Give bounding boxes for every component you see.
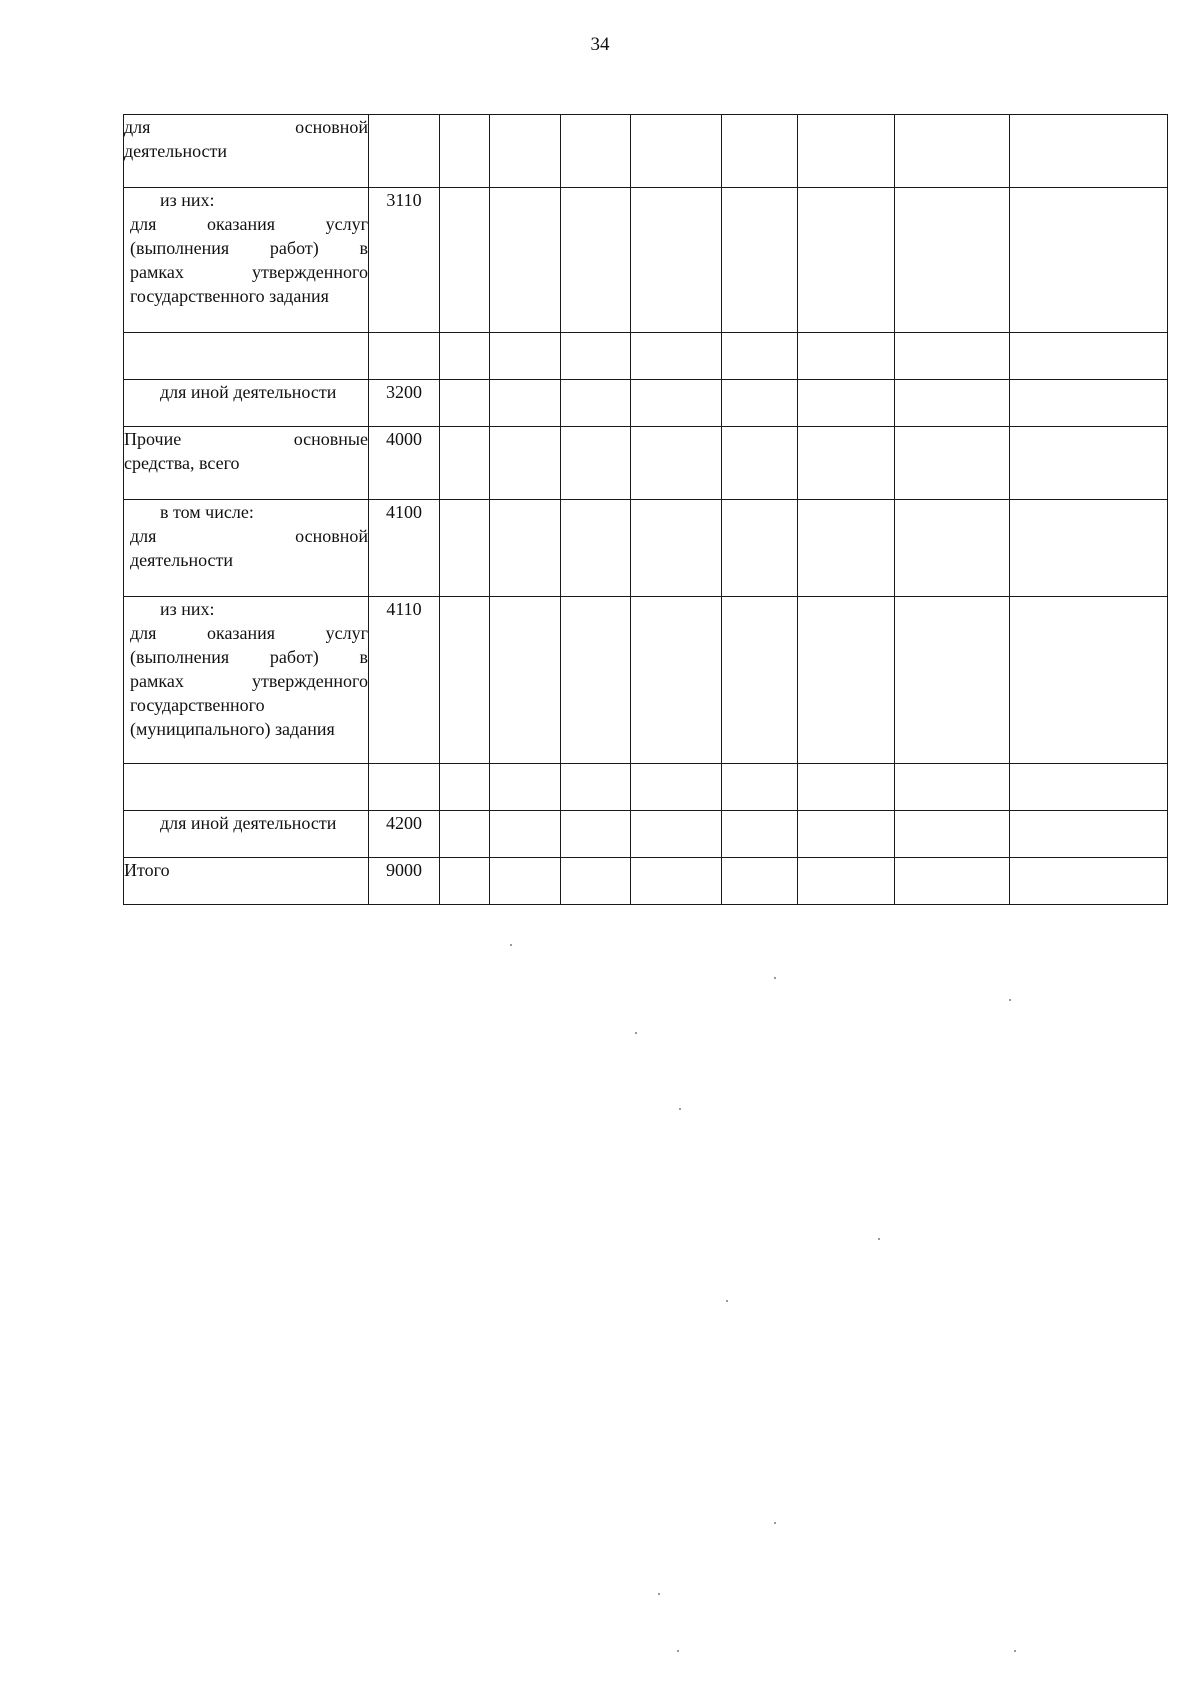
empty-value-cell (561, 380, 631, 427)
row-label-line (124, 115, 368, 139)
empty-value-cell (798, 858, 895, 905)
row-label-word: (выполнения (130, 647, 230, 667)
empty-value-cell (440, 115, 490, 188)
row-label (124, 380, 369, 427)
empty-value-cell (631, 115, 722, 188)
empty-value-cell (561, 811, 631, 858)
table-row (124, 858, 1168, 905)
table-row (124, 500, 1168, 597)
row-label-word: деятельности (124, 141, 228, 161)
row-label (124, 188, 369, 333)
row-code: 4200 (369, 811, 440, 858)
row-label-word: (муниципального) задания (130, 719, 335, 739)
row-label-line (130, 212, 368, 236)
row-label-word: в (359, 238, 368, 258)
empty-value-cell (722, 811, 798, 858)
row-label-line (160, 597, 368, 621)
row-code: 3200 (369, 380, 440, 427)
empty-value-cell (490, 764, 561, 811)
row-code (369, 764, 440, 811)
empty-value-cell (722, 858, 798, 905)
empty-value-cell (440, 427, 490, 500)
empty-value-cell (631, 500, 722, 597)
empty-value-cell (490, 500, 561, 597)
empty-value-cell (895, 500, 1010, 597)
empty-value-cell (631, 333, 722, 380)
scan-speck (679, 1108, 681, 1110)
empty-value-cell (631, 597, 722, 764)
empty-value-cell (490, 115, 561, 188)
empty-value-cell (1010, 115, 1168, 188)
empty-value-cell (895, 380, 1010, 427)
row-label (124, 764, 369, 811)
empty-value-cell (798, 115, 895, 188)
empty-value-cell (440, 500, 490, 597)
row-label-word: для (130, 623, 157, 643)
row-label-word: государственного (130, 695, 265, 715)
empty-value-cell (490, 858, 561, 905)
row-label-word: утвержденного (251, 671, 368, 691)
page-number: 34 (590, 34, 610, 55)
row-label (124, 427, 369, 500)
row-label-word: основной (295, 117, 368, 137)
scan-speck (774, 977, 776, 979)
table-row (124, 427, 1168, 500)
row-label-line (124, 858, 368, 882)
row-label-line (160, 188, 368, 212)
empty-value-cell (561, 188, 631, 333)
row-label-word: работ) (269, 647, 319, 667)
row-label-word: из них: (160, 599, 215, 619)
empty-value-cell (440, 764, 490, 811)
empty-value-cell (631, 811, 722, 858)
empty-value-cell (722, 380, 798, 427)
empty-value-cell (631, 380, 722, 427)
empty-value-cell (490, 333, 561, 380)
empty-value-cell (631, 188, 722, 333)
empty-value-cell (561, 115, 631, 188)
row-label-word: государственного задания (130, 286, 329, 306)
empty-value-cell (1010, 500, 1168, 597)
row-label-word: рамках (130, 671, 184, 691)
row-label-word: из них: (160, 190, 215, 210)
table-row (124, 115, 1168, 188)
empty-value-cell (490, 811, 561, 858)
row-code: 4100 (369, 500, 440, 597)
row-label-line (130, 669, 368, 693)
empty-value-cell (895, 811, 1010, 858)
row-label-word: оказания (206, 214, 276, 234)
empty-value-cell (798, 188, 895, 333)
empty-value-cell (722, 188, 798, 333)
table-row (124, 380, 1168, 427)
empty-value-cell (722, 427, 798, 500)
empty-value-cell (798, 500, 895, 597)
row-label (124, 597, 369, 764)
row-label (124, 500, 369, 597)
row-label-word: работ) (269, 238, 319, 258)
empty-value-cell (1010, 858, 1168, 905)
row-label-word: в (359, 647, 368, 667)
row-code (369, 115, 440, 188)
empty-value-cell (490, 188, 561, 333)
empty-value-cell (798, 811, 895, 858)
empty-value-cell (722, 115, 798, 188)
empty-value-cell (440, 380, 490, 427)
row-label-word: для (130, 214, 157, 234)
row-label-word: средства, всего (124, 453, 240, 473)
empty-value-cell (440, 333, 490, 380)
empty-value-cell (1010, 427, 1168, 500)
scan-speck (635, 1032, 637, 1034)
table-row (124, 597, 1168, 764)
row-label-word: деятельности (130, 550, 234, 570)
row-label-line (130, 717, 368, 741)
row-label-word: для (124, 117, 151, 137)
empty-value-cell (440, 811, 490, 858)
row-label-word: основные (293, 429, 368, 449)
scan-speck (1009, 999, 1011, 1001)
empty-value-cell (895, 858, 1010, 905)
fixed-assets-table (123, 114, 1168, 905)
table-row (124, 811, 1168, 858)
row-label-line (124, 451, 368, 475)
empty-value-cell (631, 427, 722, 500)
row-label-word: оказания (206, 623, 276, 643)
scan-speck (878, 1238, 880, 1240)
row-label (124, 333, 369, 380)
row-label-line (160, 500, 368, 524)
row-label-line (130, 260, 368, 284)
row-code: 3110 (369, 188, 440, 333)
table-row (124, 764, 1168, 811)
row-label-line (130, 621, 368, 645)
row-label-word: Итого (124, 860, 170, 880)
empty-value-cell (895, 333, 1010, 380)
empty-value-cell (561, 764, 631, 811)
empty-value-cell (722, 764, 798, 811)
row-label-word: для иной деятельности (160, 813, 337, 833)
scan-speck (658, 1593, 660, 1595)
empty-value-cell (561, 427, 631, 500)
row-label-word: утвержденного (251, 262, 368, 282)
row-label-word: основной (295, 526, 368, 546)
empty-value-cell (490, 380, 561, 427)
scan-speck (774, 1522, 776, 1524)
row-code (369, 333, 440, 380)
empty-value-cell (895, 764, 1010, 811)
empty-value-cell (490, 597, 561, 764)
empty-value-cell (1010, 188, 1168, 333)
row-label-line (130, 236, 368, 260)
row-label-line (124, 139, 368, 163)
empty-value-cell (1010, 764, 1168, 811)
empty-value-cell (1010, 597, 1168, 764)
row-label-word: услуг (325, 623, 368, 643)
empty-value-cell (798, 380, 895, 427)
empty-value-cell (798, 427, 895, 500)
row-label-line (130, 645, 368, 669)
row-label-word: в том числе: (160, 502, 254, 522)
empty-value-cell (722, 500, 798, 597)
row-label-word: Прочие (124, 429, 182, 449)
empty-value-cell (798, 597, 895, 764)
empty-value-cell (561, 333, 631, 380)
row-label-line (160, 811, 368, 835)
empty-value-cell (561, 858, 631, 905)
row-label (124, 115, 369, 188)
empty-value-cell (631, 764, 722, 811)
empty-value-cell (440, 188, 490, 333)
empty-value-cell (1010, 811, 1168, 858)
empty-value-cell (895, 427, 1010, 500)
row-label-line (130, 524, 368, 548)
empty-value-cell (798, 333, 895, 380)
empty-value-cell (631, 858, 722, 905)
empty-value-cell (895, 115, 1010, 188)
row-code: 9000 (369, 858, 440, 905)
row-label-word: для иной деятельности (160, 382, 337, 402)
scan-speck (1014, 1650, 1016, 1652)
empty-value-cell (490, 427, 561, 500)
row-label-word: рамках (130, 262, 184, 282)
row-label (124, 858, 369, 905)
table-row (124, 188, 1168, 333)
empty-value-cell (895, 188, 1010, 333)
row-label-line (160, 380, 368, 404)
empty-value-cell (798, 764, 895, 811)
empty-value-cell (440, 597, 490, 764)
row-label-word: (выполнения (130, 238, 230, 258)
empty-value-cell (1010, 380, 1168, 427)
empty-value-cell (895, 597, 1010, 764)
row-label-word: для (130, 526, 157, 546)
row-label (124, 811, 369, 858)
empty-value-cell (722, 597, 798, 764)
table-row (124, 333, 1168, 380)
row-label-line (130, 548, 368, 572)
row-label-line (124, 427, 368, 451)
row-label-line (130, 693, 368, 717)
row-label-line (130, 284, 368, 308)
row-label-word: услуг (325, 214, 368, 234)
empty-value-cell (561, 500, 631, 597)
scan-speck (677, 1650, 679, 1652)
row-code: 4110 (369, 597, 440, 764)
scan-speck (510, 944, 512, 946)
row-code: 4000 (369, 427, 440, 500)
empty-value-cell (440, 858, 490, 905)
empty-value-cell (722, 333, 798, 380)
scan-speck (726, 1300, 728, 1302)
empty-value-cell (1010, 333, 1168, 380)
empty-value-cell (561, 597, 631, 764)
